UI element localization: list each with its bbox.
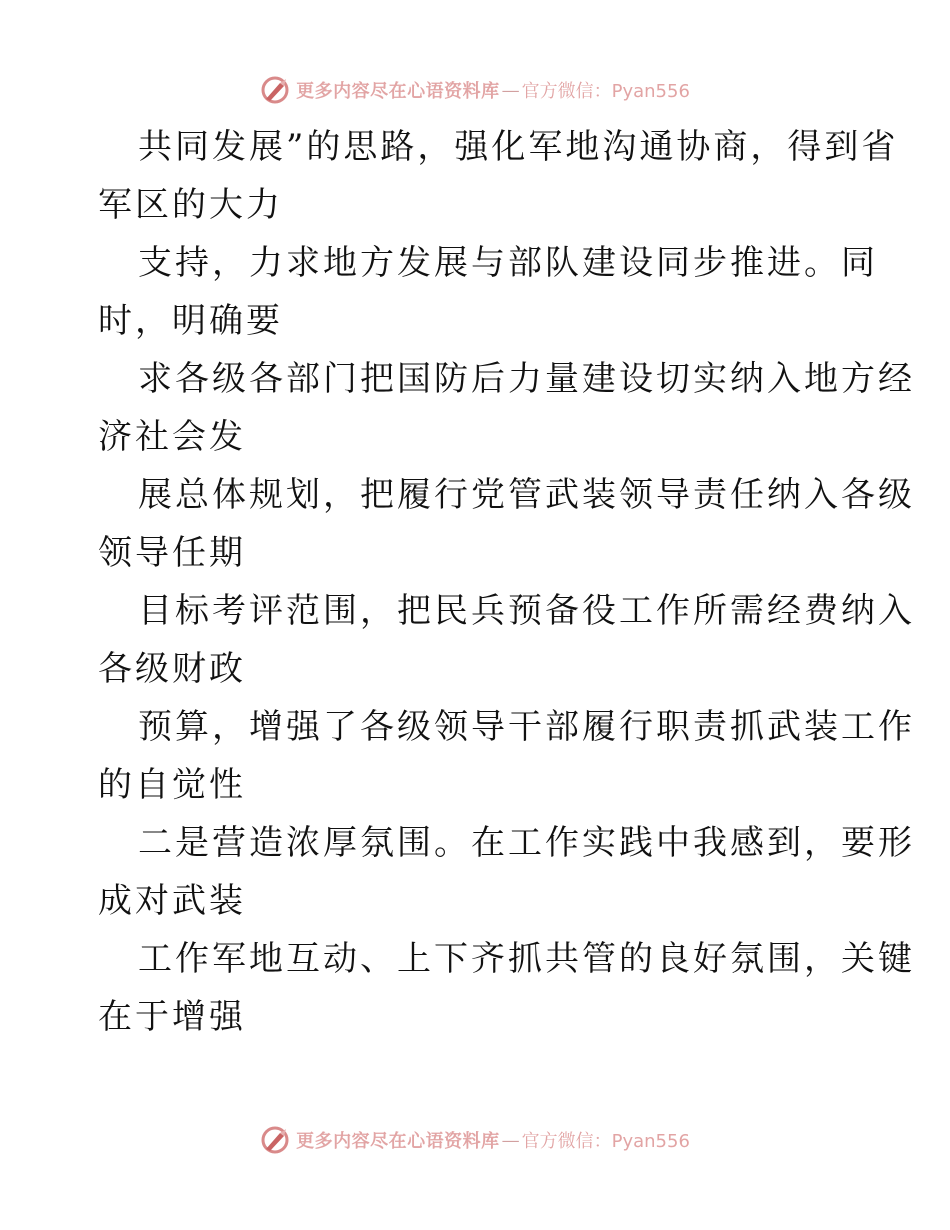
paragraph <box>98 814 915 930</box>
paragraph <box>98 118 899 234</box>
paragraph <box>98 698 915 814</box>
paragraph <box>98 350 915 466</box>
pen-logo-icon <box>260 1125 290 1155</box>
paragraph-line-1: 预算，增强了各级领导干部履行职责抓武装工作 <box>138 707 915 747</box>
paragraph <box>98 930 915 1046</box>
watermark-dash: — <box>501 1129 520 1151</box>
paragraph-line-2: 的自觉性 <box>98 765 246 805</box>
paragraph-line-2: 时，明确要 <box>98 301 283 341</box>
paragraph-line-1: 展总体规划，把履行党管武装领导责任纳入各级 <box>138 475 915 515</box>
paragraph-line-2: 各级财政 <box>98 649 246 689</box>
paragraph-line-2: 济社会发 <box>98 417 246 457</box>
paragraph-line-1: 二是营造浓厚氛围。在工作实践中我感到，要形 <box>138 823 915 863</box>
paragraph <box>98 234 878 350</box>
watermark-wechat-text: 官方微信：Pyan556 <box>521 1131 690 1152</box>
watermark-site-text: 更多内容尽在心语资料库 <box>296 81 500 102</box>
watermark-dash: — <box>501 79 520 101</box>
watermark-site-text: 更多内容尽在心语资料库 <box>296 1131 500 1152</box>
paragraph-line-1: 工作军地互动、上下齐抓共管的良好氛围，关键 <box>138 939 915 979</box>
paragraph <box>98 466 915 582</box>
paragraph-line-1: 目标考评范围，把民兵预备役工作所需经费纳入 <box>138 591 915 631</box>
paragraph-line-1: 共同发展”的思路，强化军地沟通协商，得到省 <box>138 127 899 167</box>
paragraph-line-2: 军区的大力 <box>98 185 283 225</box>
document-body <box>98 118 915 1046</box>
watermark-wechat-text: 官方微信：Pyan556 <box>521 81 690 102</box>
paragraph <box>98 582 915 698</box>
header-watermark <box>0 70 950 110</box>
paragraph-line-2: 成对武装 <box>98 881 246 921</box>
footer-watermark <box>0 1120 950 1160</box>
pen-logo-icon <box>260 75 290 105</box>
paragraph-line-2: 领导任期 <box>98 533 246 573</box>
paragraph-line-1: 求各级各部门把国防后力量建设切实纳入地方经 <box>138 359 915 399</box>
paragraph-line-1: 支持，力求地方发展与部队建设同步推进。同 <box>138 243 878 283</box>
paragraph-line-2: 在于增强 <box>98 997 246 1037</box>
